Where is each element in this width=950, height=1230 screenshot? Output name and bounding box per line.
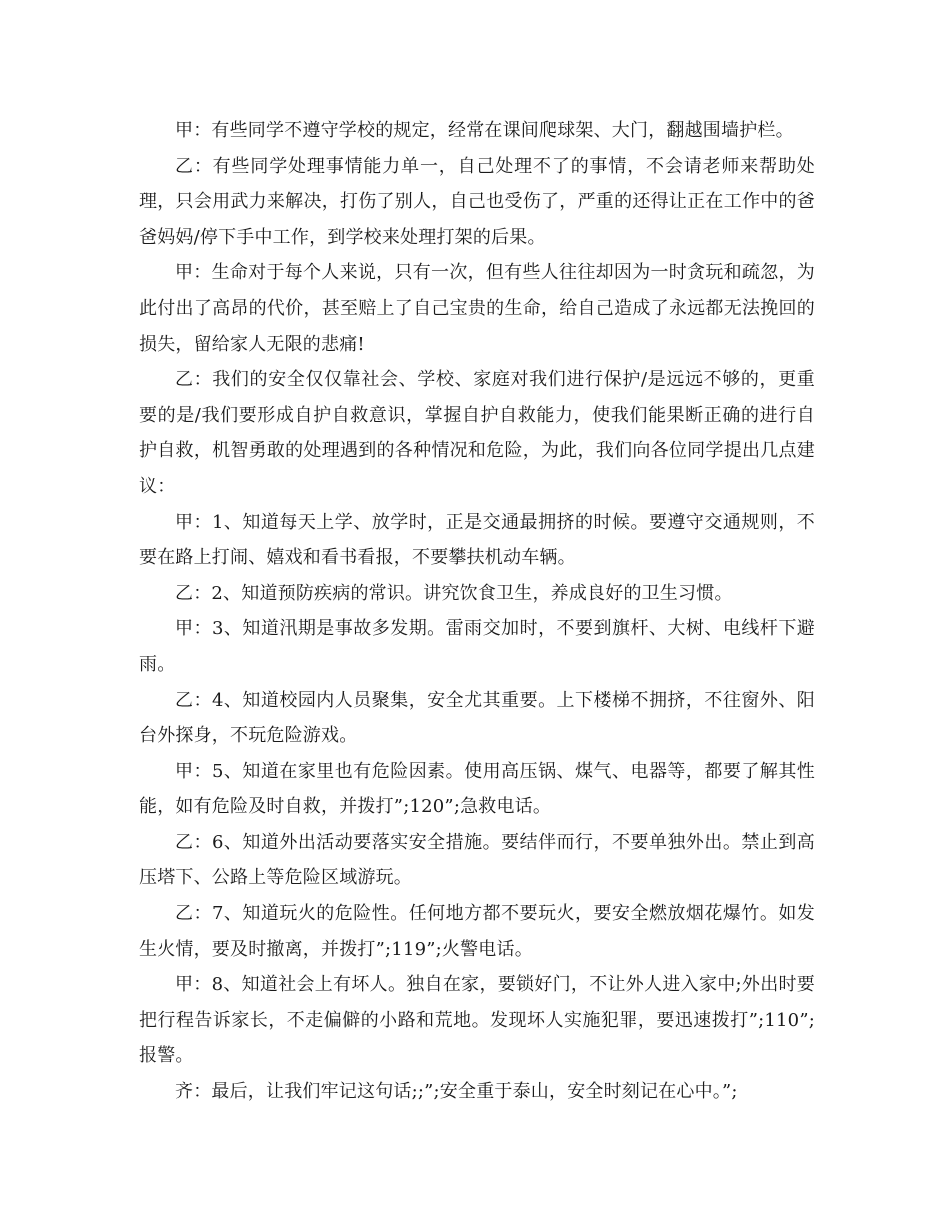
paragraph: 甲：生命对于每个人来说，只有一次，但有些人往往却因为一时贪玩和疏忽，为此付出了高昂的代价，甚至赔上了自己宝贵的生命，给自己造成了永远都无法挽回的损失，留给家人无限的悲痛! xyxy=(139,262,815,355)
paragraph: 甲：3、知道汛期是事故多发期。雷雨交加时，不要到旗杆、大树、电线杆下避雨。 xyxy=(139,618,815,675)
paragraph: 甲：有些同学不遵守学校的规定，经常在课间爬球架、大门，翻越围墙护栏。 xyxy=(175,120,794,141)
paragraph: 乙：2、知道预防疾病的常识。讲究饮食卫生，养成良好的卫生习惯。 xyxy=(175,582,733,604)
paragraph: 甲：5、知道在家里也有危险因素。使用高压锅、煤气、电器等，都要了解其性能，如有危险及时自救，并拨打”;120”;急救电话。 xyxy=(139,760,815,818)
document-body xyxy=(139,113,815,1110)
paragraph: 乙：我们的安全仅仅靠社会、学校、家庭对我们进行保护/是远远不够的，更重要的是/我们要形成自护自救意识，掌握自护自救能力，使我们能果断正确的进行自护自救，机智勇敢的处理遇到的各种情况和危险，为此，我们向各位同学提出几点建议： xyxy=(139,369,815,497)
paragraph: 乙：6、知道外出活动要落实安全措施。要结伴而行，不要单独外出。禁止到高压塔下、公路上等危险区域游玩。 xyxy=(139,831,815,889)
paragraph: 甲：8、知道社会上有坏人。独自在家，要锁好门，不让外人进入家中;外出时要把行程告诉家长，不走偏僻的小路和荒地。发现坏人实施犯罪，要迅速拨打”;110”;报警。 xyxy=(139,974,815,1067)
paragraph: 乙：有些同学处理事情能力单一，自己处理不了的事情，不会请老师来帮助处理，只会用武力来解决，打伤了别人，自己也受伤了，严重的还得让正在工作中的爸爸妈妈/停下手中工作，到学校来处理打架的后果。 xyxy=(139,155,815,248)
paragraph: 乙：4、知道校园内人员聚集，安全尤其重要。上下楼梯不拥挤，不往窗外、阳台外探身，不玩危险游戏。 xyxy=(139,689,815,747)
paragraph: 甲：1、知道每天上学、放学时，正是交通最拥挤的时候。要遵守交通规则，不要在路上打闹、嬉戏和看书看报，不要攀扶机动车辆。 xyxy=(139,511,815,569)
paragraph: 齐：最后，让我们牢记这句话;;”;安全重于泰山，安全时刻记在心中。”; xyxy=(175,1081,738,1103)
paragraph: 乙：7、知道玩火的危险性。任何地方都不要玩火，要安全燃放烟花爆竹。如发生火情，要及时撤离，并拨打”;119”;火警电话。 xyxy=(139,903,815,960)
